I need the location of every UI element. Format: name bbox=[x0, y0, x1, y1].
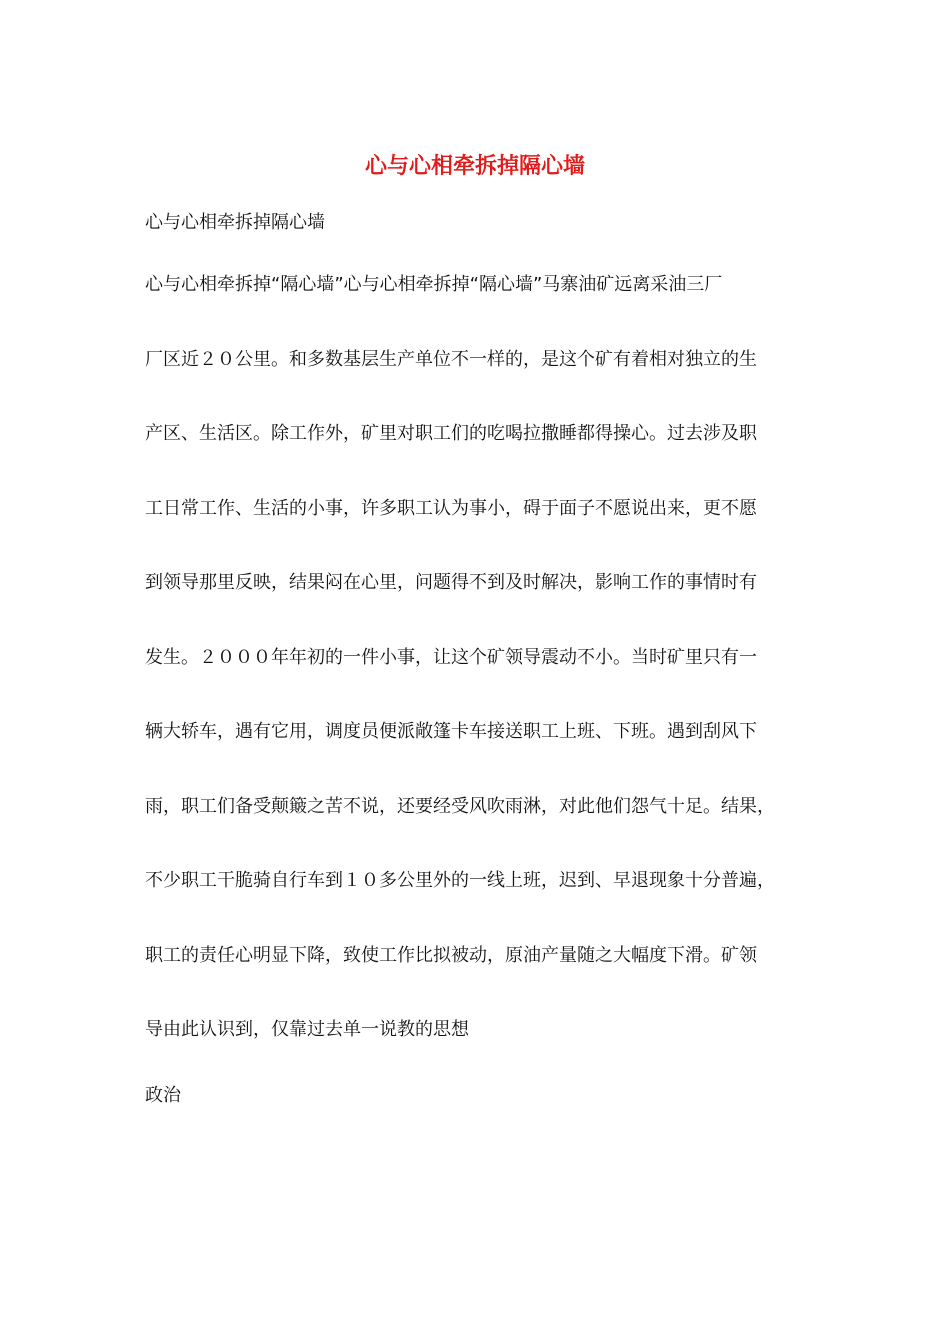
body-line: 心与心相牵拆掉“隔心墙”心与心相牵拆掉“隔心墙”马寨油矿远离采油三厂 bbox=[145, 274, 723, 295]
document-subtitle: 心与心相牵拆掉隔心墙 bbox=[145, 212, 325, 233]
body-line: 不少职工干脆骑自行车到１０多公里外的一线上班，迟到、早退现象十分普遍， bbox=[145, 870, 775, 891]
trailing-text: 政治 bbox=[145, 1085, 181, 1106]
body-line: 厂区近２０公里。和多数基层生产单位不一样的，是这个矿有着相对独立的生 bbox=[145, 348, 757, 370]
body-line: 产区、生活区。除工作外，矿里对职工们的吃喝拉撒睡都得操心。过去涉及职 bbox=[145, 423, 757, 444]
body-line: 发生。２０００年年初的一件小事，让这个矿领导震动不小。当时矿里只有一 bbox=[145, 646, 757, 668]
body-text bbox=[145, 271, 825, 1091]
body-line: 职工的责任心明显下降，致使工作比拟被动，原油产量随之大幅度下滑。矿领 bbox=[145, 944, 757, 966]
body-line: 雨，职工们备受颠簸之苦不说，还要经受风吹雨淋，对此他们怨气十足。结果， bbox=[145, 795, 775, 817]
document-title: 心与心相牵拆掉隔心墙 bbox=[364, 153, 585, 179]
body-line: 到领导那里反映，结果闷在心里，问题得不到及时解决，影响工作的事情时有 bbox=[145, 572, 757, 593]
body-line: 工日常工作、生活的小事，许多职工认为事小，碍于面子不愿说出来，更不愿 bbox=[145, 497, 757, 519]
body-line: 辆大轿车，遇有它用，调度员便派敞篷卡车接送职工上班、下班。遇到刮风下 bbox=[145, 721, 757, 742]
body-line: 导由此认识到，仅靠过去单一说教的思想 bbox=[145, 1019, 469, 1040]
